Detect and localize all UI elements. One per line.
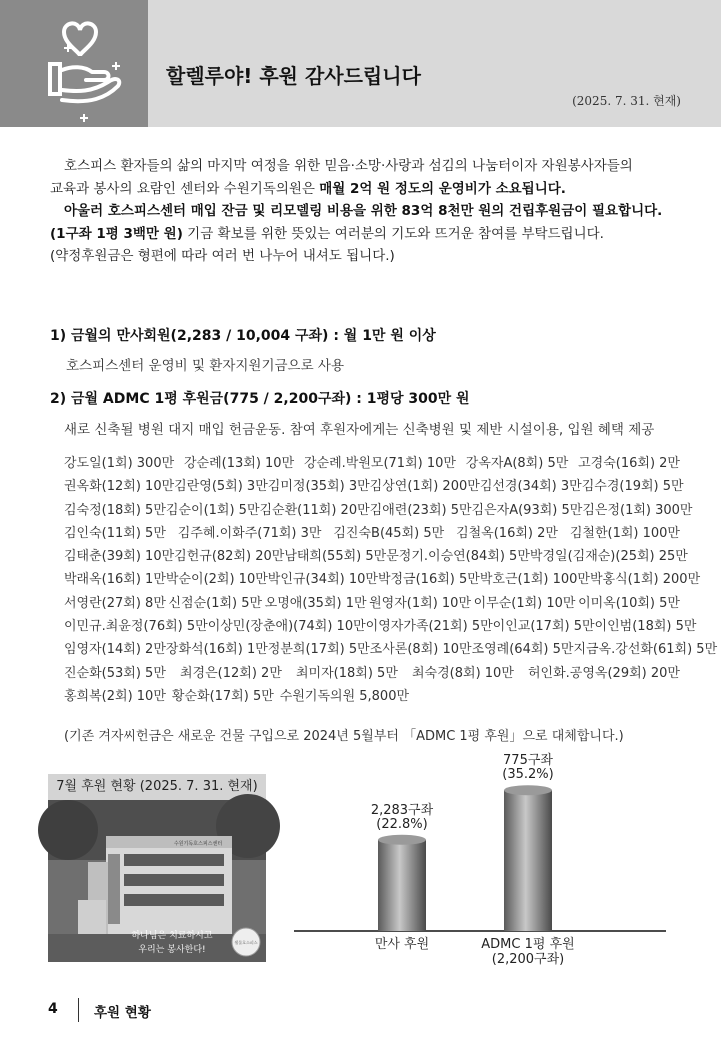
donor-entry: 최숙경(8회) 10만 [412, 665, 514, 681]
bar-1 [504, 785, 552, 931]
donor-entry: 신점순(1회) 5만 [168, 595, 263, 611]
photo-caption: 7월 후원 현황 (2025. 7. 31. 현재) [48, 774, 266, 800]
donor-entry: 이영자가족(21회) 5만 [365, 619, 493, 635]
donor-list [64, 452, 718, 708]
data-label: (35.2%) [502, 767, 554, 783]
footer-section-title: 후원 현황 [94, 1005, 151, 1021]
donation-chart [290, 753, 670, 980]
donor-entry: 조영례(64회) 5만 [471, 642, 574, 658]
page-title: 할렐루야! 후원 감사드립니다 [166, 64, 421, 88]
donor-entry: 박인규(34회) 10만 [267, 572, 378, 588]
donor-entry: 김애련(23회) 5만 [369, 502, 472, 518]
header-date: (2025. 7. 31. 현재) [572, 94, 681, 108]
donor-entry: 김미정(35회) 3만 [267, 479, 370, 495]
donor-entry: 김란영(5회) 3만 [174, 479, 268, 495]
donor-line [64, 615, 697, 638]
heart-hand-icon [0, 0, 148, 127]
donor-entry: 장화석(16회) 1만 [165, 642, 268, 658]
donor-line [64, 522, 680, 545]
donor-entry: 이민규.최윤정(76회) 5만 [64, 619, 208, 635]
donor-entry: 강도일(1회) 300만 [64, 456, 175, 471]
bar-body [378, 840, 426, 931]
donor-entry: 김철옥(16회) 2만 [456, 525, 558, 541]
donor-line [64, 452, 680, 475]
bar-body [504, 790, 552, 931]
donor-entry: 김은자A(93회) 5만 [471, 502, 583, 518]
donor-entry: 이미옥(10회) 5만 [578, 595, 680, 611]
donor-line [64, 638, 718, 661]
donor-line [64, 499, 693, 522]
donor-entry: 김상연(1회) 200만 [369, 479, 480, 495]
donor-entry: 남태희(55회) 5만 [284, 549, 387, 565]
category-label: 만사 후원 [374, 937, 430, 952]
donor-line [64, 475, 684, 498]
donor-entry: 정분희(17회) 5만 [267, 642, 370, 658]
donor-entry: 원영자(1회) 10만 [369, 595, 472, 611]
donor-entry: 홍희복(2회) 10만 [64, 688, 166, 704]
donor-entry: 최미자(18회) 5만 [296, 665, 398, 681]
donor-entry: 임영자(14회) 2만 [64, 642, 166, 658]
bar-top [504, 785, 552, 795]
donor-entry: 김은정(1회) 300만 [582, 502, 693, 518]
section2-sub: 새로 신축될 병원 대지 매입 헌금운동. 참여 후원자에게는 신축병원 및 제반 시설이용, 입원 혜택 제공 [64, 422, 655, 438]
donor-entry: 박홍식(1회) 200만 [589, 572, 701, 588]
donor-entry: 고경숙(16회) 2만 [578, 456, 680, 471]
bar-top [378, 835, 426, 845]
donor-entry: 진순화(53회) 5만 [64, 665, 166, 681]
page-header [0, 0, 721, 127]
donor-entry: 강옥자A(8회) 5만 [465, 456, 569, 471]
donation-chart-svg [290, 753, 670, 980]
donor-entry: 이인범(18회) 5만 [594, 619, 697, 635]
donor-entry: 조사론(8회) 10만 [369, 642, 472, 658]
data-label: (22.8%) [376, 816, 428, 832]
donor-entry: 허인화.공영옥(29회) 20만 [528, 665, 680, 681]
section1-heading: 1) 금월의 만사회원(2,283 / 10,004 구좌) : 월 1만 원 이상 [50, 328, 436, 344]
donor-note: (기존 겨자씨헌금은 새로운 건물 구입으로 2024년 5월부터 「ADMC 1평 후원」으로 대체합니다.) [64, 729, 624, 744]
donor-entry: 강순례(13회) 10만 [183, 456, 295, 471]
building-illustration [48, 800, 266, 962]
donor-entry: 김진숙B(45회) 5만 [333, 525, 445, 541]
donor-entry: 박경일(김재순)(25회) 25만 [529, 549, 688, 565]
intro-line-4-bold: (1구좌 1평 3백만 원) [50, 225, 183, 242]
donor-entry: 박순이(2회) 10만 [165, 572, 268, 588]
donor-entry: 박호근(1회) 100만 [479, 572, 590, 588]
donor-entry: 이무순(1회) 10만 [473, 595, 576, 611]
intro-line-2 [50, 178, 680, 201]
intro-line-5: (약정후원금은 형편에 따라 여러 번 나누어 내셔도 됩니다.) [50, 248, 395, 264]
donor-entry: 권옥화(12회) 10만 [64, 479, 175, 495]
donor-entry: 김태춘(39회) 10만 [64, 549, 175, 565]
intro-line-2-text: 교육과 봉사의 요람인 센터와 수원기독의원은 [50, 180, 320, 197]
page-number: 4 [48, 1001, 58, 1017]
photo-overlay-line-1: 하나님은 치료하시고 [131, 931, 213, 941]
donor-line [64, 568, 701, 591]
donor-entry: 박정금(16회) 5만 [377, 572, 480, 588]
donor-entry: 서영란(27회) 8만 [64, 595, 166, 611]
donor-entry: 김철한(1회) 100만 [569, 525, 680, 541]
photo-overlay-line-2: 우리는 봉사한다! [138, 945, 206, 955]
building-photo [48, 800, 266, 962]
intro-line-3-bold: 아울러 호스피스센터 매입 잔금 및 리모델링 비용을 위한 83억 8천만 원의 건립후원금이 필요합니다. [64, 203, 663, 219]
intro-text [50, 155, 680, 268]
donor-entry: 김순환(11회) 20만 [259, 502, 370, 518]
donor-line [64, 545, 688, 568]
donor-entry: 이상민(장춘애)(74회) 10만 [207, 619, 366, 635]
donor-entry: 김수경(19회) 5만 [581, 479, 684, 495]
category-label: ADMC 1평 후원 [481, 937, 575, 952]
section1-sub: 호스피스센터 운영비 및 환자지원기금으로 사용 [66, 358, 344, 374]
donor-entry: 김순이(1회) 5만 [165, 502, 260, 518]
category-sublabel: (2,200구좌) [491, 952, 565, 967]
donor-entry: 수원기독의원 5,800만 [279, 688, 410, 704]
donor-entry: 김헌규(82회) 20만 [174, 549, 285, 565]
donor-entry: 문정기.이승연(84회) 5만 [386, 549, 530, 565]
intro-line-3 [50, 200, 680, 223]
intro-line-4-text: 기금 확보를 위한 뜻있는 여러분의 기도와 뜨거운 참여를 부탁드립니다. [182, 225, 604, 242]
footer-divider [78, 998, 79, 1022]
donor-entry: 오명애(35회) 1만 [264, 595, 367, 611]
bar-0 [378, 835, 426, 931]
donor-entry: 강순례.박원모(71회) 10만 [303, 456, 456, 471]
header-icon-panel [0, 0, 148, 127]
donor-line [64, 685, 680, 708]
intro-line-1: 호스피스 환자들의 삶의 마지막 여정을 위한 믿음·소망·사랑과 섬김의 나눔터이자 자원봉사자들의 [64, 158, 633, 174]
donor-entry: 김주혜.이화주(71회) 3만 [177, 525, 322, 541]
donor-entry: 최경은(12회) 2만 [180, 665, 282, 681]
donor-entry: 박래옥(16회) 1만 [64, 572, 166, 588]
donor-entry: 김인숙(11회) 5만 [64, 525, 166, 541]
building-sign-text: 수원기독호스피스센터 [173, 841, 223, 847]
donor-line [64, 592, 680, 615]
donor-entry: 황순화(17회) 5만 [171, 688, 274, 704]
section2-heading: 2) 금월 ADMC 1평 후원금(775 / 2,200구좌) : 1평당 300만 원 [50, 391, 470, 407]
donor-line [64, 662, 680, 685]
intro-line-2-bold: 매월 2억 원 정도의 운영비가 소요됩니다. [319, 180, 566, 197]
donor-entry: 지금옥.강선화(61회) 5만 [573, 642, 718, 658]
donor-entry: 이인교(17회) 5만 [492, 619, 595, 635]
intro-line-4 [50, 223, 680, 246]
data-label: 2,283구좌 [370, 802, 434, 818]
donor-entry: 김선경(34회) 3만 [479, 479, 582, 495]
data-label: 775구좌 [503, 753, 553, 769]
seal-text: 샘물호스피스 [234, 940, 258, 945]
donor-entry: 김숙정(18회) 5만 [64, 502, 166, 518]
